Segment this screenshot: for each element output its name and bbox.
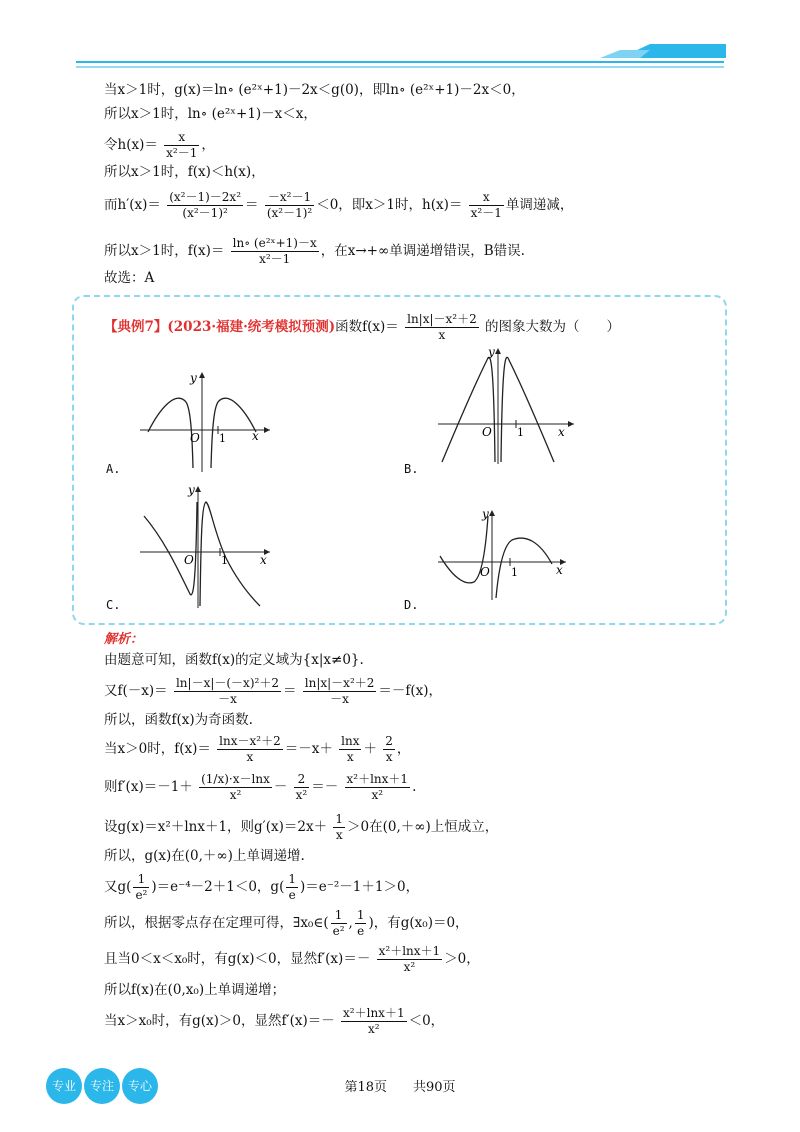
solution-line: 设g(x)＝x²＋lnx＋1，则g′(x)＝2x＋ $\frac{1}{x}$ ＞0在(0,＋∞)上恒成立， <box>104 812 499 842</box>
graph-option-d <box>436 506 576 602</box>
text-line: 所以x＞1时，f(x)＜h(x)， <box>104 164 265 180</box>
svg-text:O: O <box>480 565 490 579</box>
text-line: 故选：A <box>104 270 155 286</box>
text-line: 所以x＞1时，f(x)＝ $\frac{\text{ln∘ (e²ˣ+1)－x}}{\text{x²－1}}$ ，在x→+∞单调递增错误，B错误. <box>104 236 525 266</box>
footer-badge: 专心 <box>122 1068 158 1104</box>
option-label-c: C. <box>106 598 121 612</box>
svg-text:O: O <box>190 431 200 445</box>
fraction: $\frac{x}{\text{x²－1}}$ <box>166 130 198 160</box>
graph-option-c <box>136 482 286 612</box>
solution-line: 当x＞x₀时，有g(x)＞0，显然f′(x)＝－ $\frac{\text{x²＋lnx＋1}}{\text{x²}}$ ＜0， <box>104 1006 445 1036</box>
svg-text:y: y <box>188 483 195 497</box>
graph-option-b <box>432 344 582 468</box>
text-line: 所以x＞1时，ln∘ (e²ˣ+1)－x＜x， <box>104 106 317 122</box>
svg-text:x: x <box>556 563 563 577</box>
option-label-b: B. <box>404 462 419 476</box>
svg-text:y: y <box>488 345 495 359</box>
svg-text:1: 1 <box>219 432 226 445</box>
graph-option-a <box>130 368 280 478</box>
svg-text:x: x <box>252 429 259 443</box>
svg-text:1: 1 <box>511 566 518 579</box>
text-line: 当x＞1时，g(x)＝ln∘ (e²ˣ+1)－2x＜g(0)，即ln∘ (e²ˣ+1)－2x＜0， <box>104 82 525 98</box>
option-label-d: D. <box>404 598 419 612</box>
svg-text:x: x <box>558 425 565 439</box>
solution-line: 由题意可知，函数f(x)的定义域为{x|x≠0}. <box>104 652 364 668</box>
solution-line: 又g( $\frac{1}{\text{e²}}$ )＝e⁻⁴－2＋1＜0，g( $\frac{1}{e}$ )＝e⁻²－1＋1＞0， <box>104 872 420 902</box>
svg-text:y: y <box>190 371 197 385</box>
text-line: 而h′(x)＝ $\frac{\text{(x²－1)－2x²}}{\text{(x²－1)²}}$ ＝ $\frac{\text{－x²－1}}{\text{(x²－1)²}}$ ＜0，即x＞1时，h(x)＝ $\frac{x}{\text{x²－1}}$ 单调递减， <box>104 190 574 220</box>
header-banner <box>0 0 800 80</box>
solution-line: 所以，根据零点存在定理可得，∃x₀∈( $\frac{1}{\text{e²}}$ , $\frac{1}{e}$ )，有g(x₀)＝0， <box>104 908 469 938</box>
svg-text:1: 1 <box>517 426 524 439</box>
option-label-a: A. <box>106 462 121 476</box>
svg-text:O: O <box>482 425 492 439</box>
footer-badge: 专注 <box>84 1068 120 1104</box>
solution-line: 所以，g(x)在(0,＋∞)上单调递增. <box>104 848 305 864</box>
solution-line: 且当0＜x＜x₀时，有g(x)＜0，显然f′(x)＝－ $\frac{\text{x²＋lnx＋1}}{\text{x²}}$ ＞0， <box>104 944 480 974</box>
svg-text:x: x <box>260 553 267 567</box>
solution-line: 所以f(x)在(0,x₀)上单调递增； <box>104 982 286 998</box>
example-title: 【典例7】(2023·福建·统考模拟预测)函数f(x)＝ $\frac{\text{ln|x|－x²＋2}}{x}$ 的图象大数为（ ） <box>104 312 621 342</box>
solution-label: 解析： <box>104 632 144 647</box>
svg-text:y: y <box>482 507 489 521</box>
svg-text:O: O <box>184 553 194 567</box>
solution-line: 所以，函数f(x)为奇函数. <box>104 712 253 728</box>
solution-line: 当x＞0时，f(x)＝ $\frac{\text{lnx－x²＋2}}{x}$ ＝－x＋ $\frac{\ln x}{x}$ ＋ $\frac{2}{x}$ ， <box>104 734 411 764</box>
page-number: 第18页 共90页 <box>344 1080 456 1095</box>
text-line: 令h(x)＝ $\frac{x}{\text{x²－1}}$ ， <box>104 130 215 160</box>
solution-line: 又f(－x)＝ $\frac{\text{ln|－x|－(－x)²＋2}}{-x}$ ＝ $\frac{\text{ln|x|－x²＋2}}{-x}$ ＝－f(x)， <box>104 676 443 706</box>
svg-text:1: 1 <box>221 554 228 567</box>
solution-line: 则f′(x)＝－1＋ $\frac{(1/x)\cdot x-\ln x}{\text{x²}}$ － $\frac{2}{\text{x²}}$ ＝－ $\frac{\text{x²＋lnx＋1}}{\text{x²}}$ . <box>104 772 417 802</box>
footer-badge: 专业 <box>46 1068 82 1104</box>
